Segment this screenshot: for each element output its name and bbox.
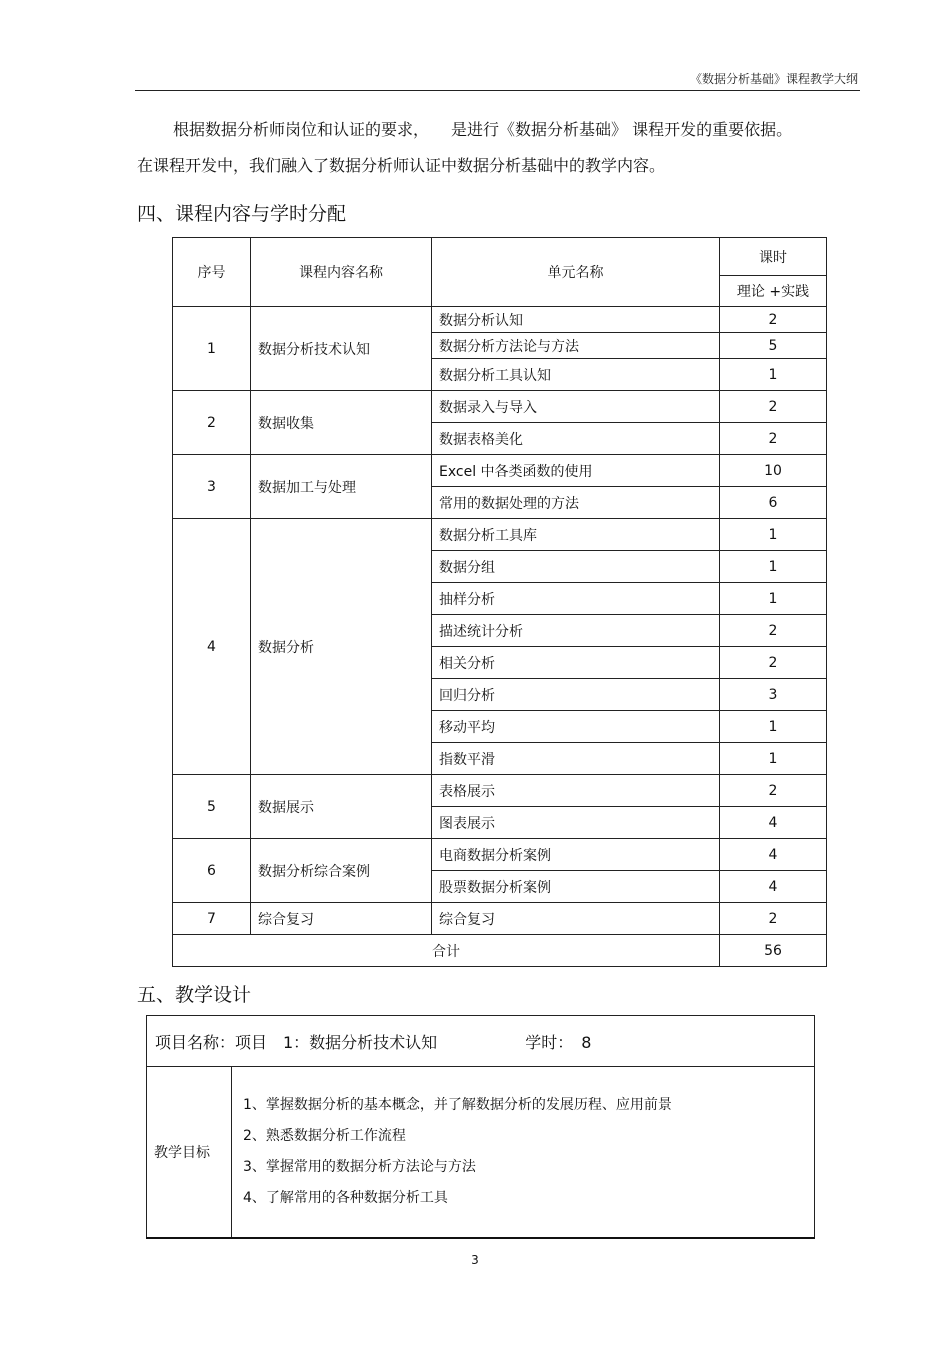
project-name: 项目名称：项目 1：数据分析技术认知 xyxy=(155,1032,438,1052)
unit-hours: 1 xyxy=(720,519,827,551)
unit-hours: 2 xyxy=(720,423,827,455)
header-hours-sub: 理论 +实践 xyxy=(720,276,827,307)
header-content: 课程内容名称 xyxy=(251,238,432,307)
unit-name: 指数平滑 xyxy=(432,743,720,775)
intro-line1-part1: 根据数据分析师岗位和认证的要求， xyxy=(173,120,430,139)
unit-hours: 1 xyxy=(720,743,827,775)
teaching-goal-item: 4、了解常用的各种数据分析工具 xyxy=(243,1190,448,1206)
unit-hours: 3 xyxy=(720,679,827,711)
unit-hours: 1 xyxy=(720,711,827,743)
content-name: 数据分析 xyxy=(251,519,432,775)
course-content-table xyxy=(172,237,827,967)
unit-name: 数据分析方法论与方法 xyxy=(432,333,720,359)
teaching-goals-cell xyxy=(232,1067,815,1239)
unit-hours: 1 xyxy=(720,359,827,391)
unit-hours: 4 xyxy=(720,871,827,903)
section-5-title: 五、教学设计 xyxy=(137,984,252,1006)
unit-hours: 2 xyxy=(720,903,827,935)
unit-hours: 10 xyxy=(720,455,827,487)
teaching-goals-list xyxy=(233,1090,813,1214)
unit-name: 数据分组 xyxy=(432,551,720,583)
unit-hours: 1 xyxy=(720,551,827,583)
table-header-row xyxy=(173,238,827,276)
unit-hours: 6 xyxy=(720,487,827,519)
content-name: 数据收集 xyxy=(251,391,432,455)
intro-line1-part2: 是进行《数据分析基础》 课程开发的重要依据。 xyxy=(451,120,793,139)
content-name: 数据加工与处理 xyxy=(251,455,432,519)
teaching-goal-item: 2、熟悉数据分析工作流程 xyxy=(243,1128,406,1144)
unit-name: 股票数据分析案例 xyxy=(432,871,720,903)
row-number: 2 xyxy=(173,391,251,455)
unit-name: 综合复习 xyxy=(432,903,720,935)
unit-name: 表格展示 xyxy=(432,775,720,807)
header-unit: 单元名称 xyxy=(432,238,720,307)
table-row xyxy=(173,519,827,551)
table-row xyxy=(173,455,827,487)
row-number: 3 xyxy=(173,455,251,519)
intro-paragraph-line2: 在课程开发中，我们融入了数据分析师认证中数据分析基础中的教学内容。 xyxy=(137,156,666,175)
unit-name: 相关分析 xyxy=(432,647,720,679)
unit-hours: 4 xyxy=(720,807,827,839)
page-number: 3 xyxy=(471,1253,479,1267)
intro-paragraph-line1 xyxy=(137,120,857,140)
row-number: 7 xyxy=(173,903,251,935)
running-header: 《数据分析基础》课程教学大纲 xyxy=(689,72,858,86)
unit-name: 回归分析 xyxy=(432,679,720,711)
teaching-goal-item: 1、掌握数据分析的基本概念，并了解数据分析的发展历程、应用前景 xyxy=(243,1097,672,1113)
unit-name: 数据录入与导入 xyxy=(432,391,720,423)
unit-hours: 2 xyxy=(720,647,827,679)
unit-name: 数据分析认知 xyxy=(432,307,720,333)
content-name: 数据分析技术认知 xyxy=(251,307,432,391)
project-row xyxy=(147,1016,815,1067)
row-number: 6 xyxy=(173,839,251,903)
table-row xyxy=(173,903,827,935)
row-number: 1 xyxy=(173,307,251,391)
unit-hours: 2 xyxy=(720,615,827,647)
unit-name: 电商数据分析案例 xyxy=(432,839,720,871)
content-name: 数据展示 xyxy=(251,775,432,839)
table-row xyxy=(173,391,827,423)
unit-hours: 4 xyxy=(720,839,827,871)
header-no: 序号 xyxy=(173,238,251,307)
unit-name: 描述统计分析 xyxy=(432,615,720,647)
unit-name: 图表展示 xyxy=(432,807,720,839)
section-4-title: 四、课程内容与学时分配 xyxy=(137,203,347,225)
unit-name: 数据分析工具认知 xyxy=(432,359,720,391)
unit-hours: 5 xyxy=(720,333,827,359)
unit-name: 抽样分析 xyxy=(432,583,720,615)
teaching-goal-item: 3、掌握常用的数据分析方法论与方法 xyxy=(243,1159,476,1175)
unit-name: Excel 中各类函数的使用 xyxy=(432,455,720,487)
total-row xyxy=(173,935,827,967)
unit-name: 常用的数据处理的方法 xyxy=(432,487,720,519)
unit-hours: 2 xyxy=(720,775,827,807)
total-label: 合计 xyxy=(173,935,720,967)
teaching-design-table xyxy=(146,1015,815,1239)
table-row xyxy=(173,839,827,871)
header-rule xyxy=(135,90,860,91)
unit-name: 数据表格美化 xyxy=(432,423,720,455)
unit-hours: 2 xyxy=(720,307,827,333)
row-number: 5 xyxy=(173,775,251,839)
row-number: 4 xyxy=(173,519,251,775)
unit-hours: 1 xyxy=(720,583,827,615)
unit-name: 移动平均 xyxy=(432,711,720,743)
content-name: 数据分析综合案例 xyxy=(251,839,432,903)
teaching-goals-label: 教学目标 xyxy=(147,1067,232,1239)
content-name: 综合复习 xyxy=(251,903,432,935)
unit-hours: 2 xyxy=(720,391,827,423)
table-row xyxy=(173,775,827,807)
project-hours: 学时： 8 xyxy=(525,1032,592,1052)
header-hours: 课时 xyxy=(720,238,827,276)
total-value: 56 xyxy=(720,935,827,967)
unit-name: 数据分析工具库 xyxy=(432,519,720,551)
table-row xyxy=(173,307,827,333)
